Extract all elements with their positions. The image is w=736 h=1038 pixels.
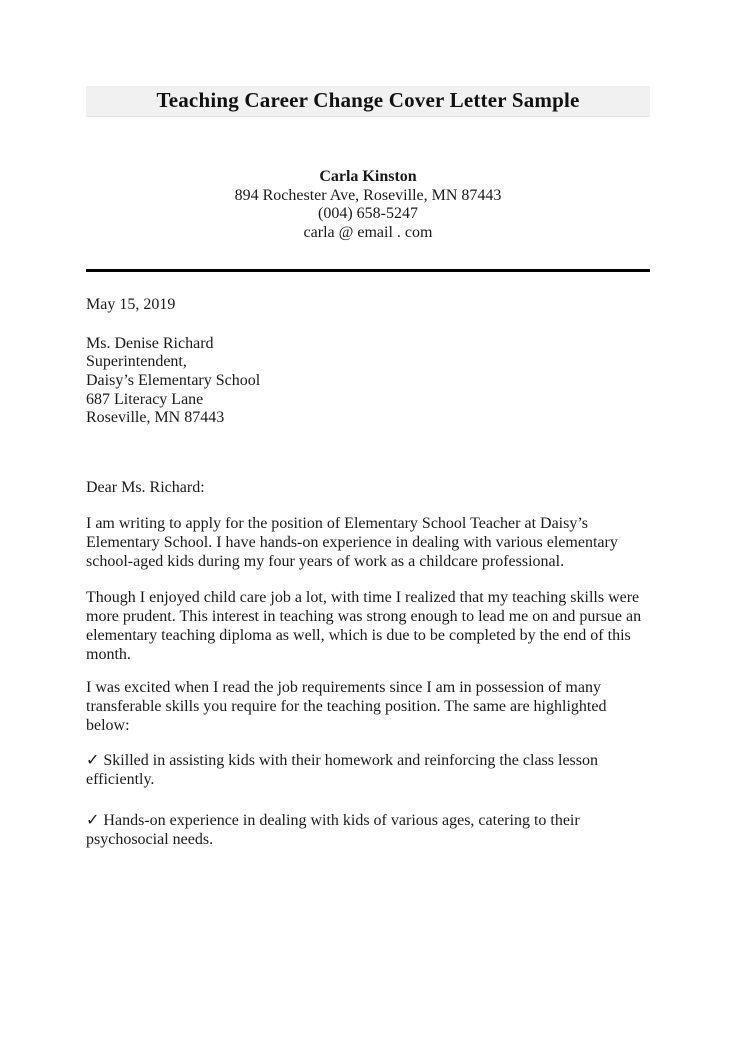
salutation: Dear Ms. Richard: <box>86 478 205 496</box>
sender-contact-block <box>86 168 650 243</box>
document-title-banner <box>86 86 650 117</box>
body-paragraph: I was excited when I read the job requirements since I am in possession of many transferable skills you require for the teaching position. The same are highlighted below: <box>86 678 607 734</box>
skill-bullet-text: Hands-on experience in dealing with kids of various ages, catering to their psychosocial needs. <box>86 811 580 848</box>
checkmark-icon: ✓ <box>86 811 100 829</box>
recipient-street: 687 Literacy Lane <box>86 390 204 408</box>
page-title: Teaching Career Change Cover Letter Sample <box>156 88 580 112</box>
sender-phone: (004) 658-5247 <box>318 205 418 223</box>
letter-date: May 15, 2019 <box>86 295 176 313</box>
recipient-city: Roseville, MN 87443 <box>86 409 225 427</box>
skill-bullet-text: Skilled in assisting kids with their homework and reinforcing the class lesson efficiently. <box>86 751 598 788</box>
checkmark-icon: ✓ <box>86 751 100 769</box>
recipient-title: Superintendent, <box>86 353 187 371</box>
body-paragraph: I am writing to apply for the position of Elementary School Teacher at Daisy’s Elementary School. I have hands-on experience in dealing with various elementary school-aged kids during my four years of work as a childcare professional. <box>86 514 618 570</box>
document-page <box>0 86 736 1038</box>
horizontal-divider <box>86 269 650 272</box>
recipient-organization: Daisy’s Elementary School <box>86 372 261 389</box>
skill-bullet-item <box>86 811 650 849</box>
recipient-address-block <box>86 335 650 428</box>
sender-email: carla @ email . com <box>303 224 433 242</box>
sender-address: 894 Rochester Ave, Roseville, MN 87443 <box>234 186 502 204</box>
skill-bullet-item <box>86 751 650 789</box>
sender-name: Carla Kinston <box>319 168 417 185</box>
body-paragraph: Though I enjoyed child care job a lot, with time I realized that my teaching skills were more prudent. This interest in teaching was strong enough to lead me on and pursue an elementary teaching diploma as well, which is due to be completed by the end of this month. <box>86 588 642 663</box>
recipient-name: Ms. Denise Richard <box>86 334 214 352</box>
